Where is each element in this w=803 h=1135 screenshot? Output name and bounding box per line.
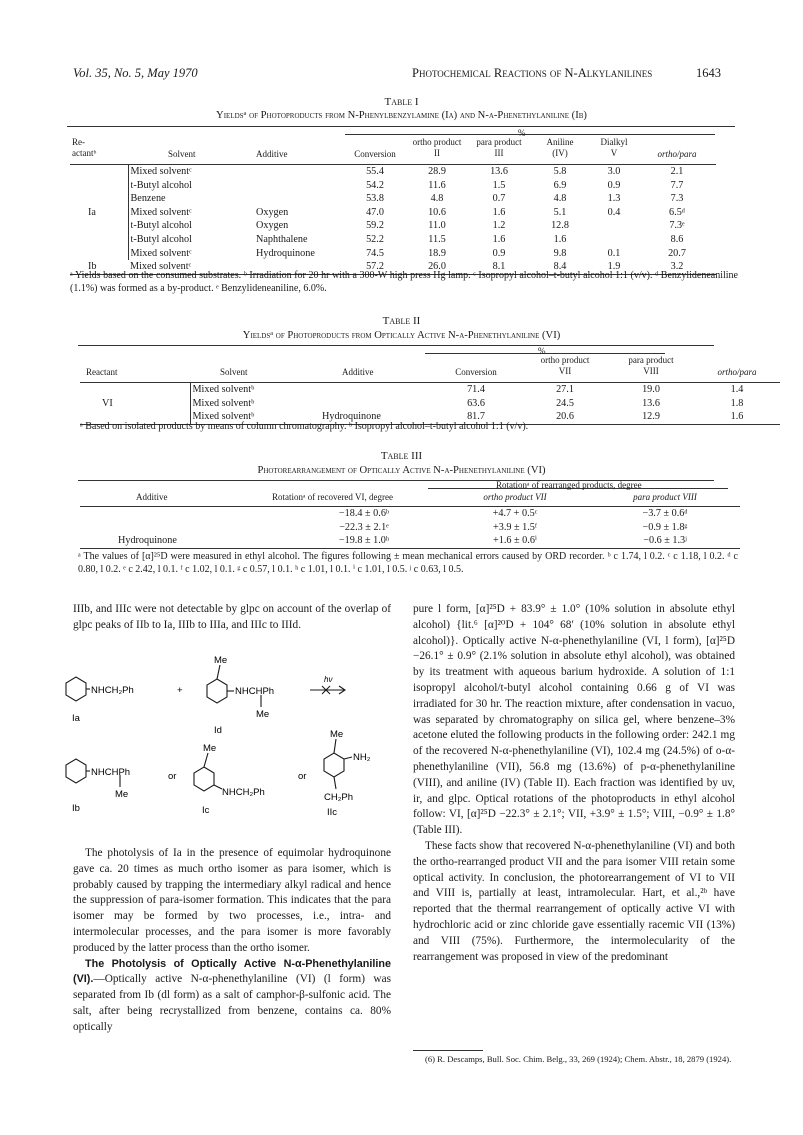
table1-head-solvent: Solvent	[168, 149, 196, 159]
table2-footnote: ᵃ Based on isolated products by means of column chromatography. ᵇ Isopropyl alcohol–t-butyl alcohol 1:1 (v/v).	[80, 421, 529, 432]
table3-spanner: Rotationᵃ of rearranged products, degree	[496, 480, 642, 490]
table2-cell-ratio: 1.8	[730, 397, 744, 409]
table3-title: Photorearrangement of Optically Active N-α-Phenethylaniline (VI)	[257, 465, 546, 476]
table2-head-reactant: Reactant	[86, 367, 118, 377]
table1-cell-reactant	[70, 192, 128, 206]
table1-cell-conversion: 47.0	[366, 206, 384, 218]
paragraph: IIIb, and IIIc were not detectable by glpc on account of the overlap of glpc peaks of IIb to Ia, IIIb to IIIa, and IIIc to IIId.	[73, 603, 391, 631]
table2-head-ratio: ortho/para	[717, 367, 757, 377]
table1-cell-reactant	[70, 247, 128, 261]
table2-cell-conversion: 81.7	[430, 410, 522, 424]
table1-cell-reactant: Ia	[88, 206, 96, 218]
table2-head-para: para product VIII	[628, 355, 674, 376]
table2-header-row	[80, 355, 780, 380]
table1-cell-dialkyl: 3.0	[607, 166, 621, 178]
scheme-label-ia: Ia	[72, 713, 80, 724]
scheme-id-me-bottom: Me	[256, 709, 270, 720]
table2-label: Table II	[382, 315, 421, 327]
scheme-hv: hν	[324, 675, 333, 684]
table-row	[70, 192, 716, 206]
scheme-id-me-top: Me	[214, 655, 228, 666]
table1-cell-para: 0.9	[492, 247, 506, 259]
scheme-ic-group: NHCH₂Ph	[222, 787, 265, 798]
table3-cell-ortho: +4.7 + 0.5ᶜ	[492, 508, 538, 520]
running-header-title: Photochemical Reactions of N-Alkylanilines	[412, 66, 653, 80]
table2	[80, 355, 780, 425]
scheme-or-1: or	[168, 771, 177, 782]
table-row	[80, 534, 740, 548]
table-row	[70, 233, 716, 247]
table1-head-dialkyl: Dialkyl V	[600, 137, 628, 158]
scheme-plus: +	[177, 685, 183, 696]
section-heading: The Photolysis of Optically Active N-α-Phenethylaniline (VI).	[73, 957, 391, 986]
running-header-left: Vol. 35, No. 5, May 1970	[73, 66, 198, 80]
table3-label: Table III	[380, 450, 423, 462]
table1-cell-solvent: Benzene	[128, 192, 254, 206]
scheme-ic-me: Me	[203, 743, 217, 754]
table2-cell-solvent: Mixed solventᵇ	[190, 410, 320, 424]
table2-cell-solvent: Mixed solventᵇ	[190, 397, 320, 411]
table3-cell-para: −3.7 ± 0.6ᵈ	[642, 508, 688, 520]
table1-cell-aniline: 9.8	[553, 247, 567, 259]
table1-cell-solvent: Mixed solventᶜ	[128, 206, 254, 220]
table1-cell-reactant	[70, 233, 128, 247]
table1-cell-dialkyl: 0.1	[607, 247, 621, 259]
table-row	[70, 247, 716, 261]
table3-header-row	[80, 491, 740, 505]
table1-cell-dialkyl: 1.9	[590, 260, 638, 274]
table1-title: Yieldsᵃ of Photoproducts from N-Phenylbenzylamine (Ia) and N-α-Phenethylaniline (Ib)	[216, 110, 587, 121]
scheme-id-group: NHCHPh	[235, 686, 275, 697]
table1-cell-dialkyl: 0.4	[607, 206, 621, 218]
paragraph: These facts show that recovered N-α-phenethylaniline (VI) and both the ortho-rearranged product VII and the para isomer VIII retain some optical activity. In conclusion, the photorearrangement of VI to VII and VIII is, partially at least, intramolecular. Hart, et al.,²ᵇ have reported that the thermal rearrangement of optically active VI with hydrochloric acid or zinc chloride gave essentially racemic VII (13%) and VIII (75%). Furthermore, the intermolecularity of the rearrangement was proposed in view of the predominant	[413, 839, 735, 963]
reference-rule	[413, 1050, 483, 1051]
table3-cell-recovered: −22.3 ± 2.1ᵉ	[339, 521, 389, 533]
table2-cell-additive: Hydroquinone	[320, 410, 430, 424]
table1-cell-conversion: 74.5	[366, 247, 384, 259]
scheme-label-ib: Ib	[72, 803, 80, 814]
table1-cell-conversion: 53.8	[366, 193, 384, 205]
benzene-ring-id	[207, 679, 227, 703]
table3-cell-para: −0.6 ± 1.3ʲ	[590, 534, 740, 548]
table1-cell-ratio: 7.3	[670, 193, 684, 205]
table1-cell-para: 0.7	[492, 193, 506, 205]
table1-cell-conversion: 54.2	[366, 179, 384, 191]
scheme-or-2: or	[298, 771, 307, 782]
table2-head-additive: Additive	[342, 367, 374, 377]
table3-cell-ortho: +1.6 ± 0.6ⁱ	[440, 534, 590, 548]
table-row	[80, 521, 740, 535]
table1-cell-ortho: 11.5	[428, 234, 446, 246]
table2-head-conversion: Conversion	[455, 367, 497, 377]
benzene-ring-ic	[194, 767, 214, 791]
table2-cell-ortho: 27.1	[556, 384, 574, 396]
left-column-bottom	[73, 846, 391, 1036]
table3-cell-additive	[80, 521, 270, 535]
table3-head-additive: Additive	[136, 492, 168, 502]
table1-head-conversion: Conversion	[354, 149, 396, 159]
reaction-scheme	[62, 655, 397, 840]
scheme-label-iic: IIc	[327, 807, 338, 818]
scheme-ia-group: NHCH₂Ph	[91, 685, 134, 696]
table1-cell-additive	[254, 179, 344, 193]
table2-cell-ratio: 1.4	[730, 384, 744, 396]
scheme-iic-ch2ph: CH₂Ph	[324, 792, 354, 803]
table2-top-rule	[78, 345, 714, 346]
table3-cell-additive	[80, 507, 270, 521]
table1-cell-reactant	[70, 165, 128, 179]
table1-cell-conversion: 52.2	[366, 234, 384, 246]
table2-head-solvent: Solvent	[220, 367, 248, 377]
table1-cell-dialkyl: 0.9	[607, 179, 621, 191]
table3-cell-additive: Hydroquinone	[80, 534, 270, 548]
table1-cell-ortho: 11.0	[428, 220, 446, 232]
table1-cell-ratio: 20.7	[668, 247, 686, 259]
table3-footnote: ᵃ The values of [α]²⁵D were measured in ethyl alcohol. The figures following ± mean mechanical errors caused by ORD recorder. ᵇ c 1.74, l 0.2. ᶜ c 1.18, l 0.2. ᵈ c 0.80, l 0.2. ᵉ c 2.42, l 0.1. ᶠ c 1.02, l 0.1. ᵍ c 0.57, l 0.1. ʰ c 1.01, l 0.1. ⁱ c 1.01, l 0.5. ʲ c 0.63, l 0.5.	[78, 551, 738, 575]
table1-cell-additive: Hydroquinone	[256, 247, 315, 259]
table-row	[80, 397, 780, 411]
table1-spanner-rule	[345, 134, 715, 135]
table3-head-para: para product VIII	[633, 492, 697, 502]
table1-cell-additive	[254, 192, 344, 206]
table1-header-row	[70, 137, 716, 162]
table2-cell-solvent: Mixed solventᵇ	[190, 383, 320, 397]
paragraph-text: —Optically active N-α-phenethylaniline (VI) (l form) was separated from Ib (dl form) as a salt of camphor-β-sulfonic acid. The salt, after being recrystallized from benzene, contains ca. 80% optically	[73, 973, 391, 1033]
table1-cell-aniline: 8.4	[530, 260, 590, 274]
table1-cell-ortho: 28.9	[428, 166, 446, 178]
table1-cell-solvent: Mixed solventᶜ	[128, 260, 254, 274]
table1-head-reactant: Re- actantᵇ	[72, 137, 97, 158]
table1-label: Table I	[384, 96, 419, 108]
table1-cell-aniline: 4.8	[553, 193, 567, 205]
table1-cell-aniline: 5.1	[553, 206, 567, 218]
table2-cell-para: 12.9	[608, 410, 694, 424]
table1-cell-reactant: Ib	[70, 260, 128, 274]
table1-cell-solvent: Mixed solventᶜ	[128, 247, 254, 261]
table1-cell-dialkyl	[590, 233, 638, 247]
table1-cell-ortho: 26.0	[406, 260, 468, 274]
table1-cell-reactant	[70, 179, 128, 193]
table1-cell-dialkyl: 1.3	[607, 193, 621, 205]
table1-cell-solvent: t-Butyl alcohol	[128, 219, 254, 233]
table3-head-recovered: Rotationᵃ of recovered VI, degree	[272, 492, 393, 502]
reference: (6) R. Descamps, Bull. Soc. Chim. Belg., 33, 269 (1924); Chem. Abstr., 18, 2879 (1924).	[425, 1054, 732, 1064]
scheme-ib-me: Me	[115, 789, 129, 800]
table2-cell-additive	[320, 383, 430, 397]
table2-cell-para: 19.0	[642, 384, 660, 396]
table1-percent: %	[518, 128, 526, 138]
table1-cell-additive	[254, 165, 344, 179]
table1-cell-aniline: 5.8	[553, 166, 567, 178]
benzene-ring-iic	[324, 753, 344, 777]
benzene-ring-ib	[66, 759, 86, 783]
table1-head-ratio: ortho/para	[657, 149, 697, 159]
table2-percent: %	[538, 346, 546, 356]
table1-cell-para: 1.6	[492, 206, 506, 218]
table1-cell-conversion: 57.2	[344, 260, 406, 274]
table1-cell-para: 1.2	[492, 220, 506, 232]
paragraph: pure l form, [α]²⁵D + 83.9° ± 1.0° (10% solution in absolute ethyl alcohol) {lit.⁶ [α]²⁰D + 104° 68′ (10% solution in absolute ethyl alcohol)}. Optically active N-α-phenethylaniline (VI, l form), [α]²⁵D −26.1° ± 0.9° (2.1% solution in absolute ethyl alcohol), was obtained by its treatment with aqueous barium hydroxide. A solution of 1:1 isopropyl alcohol/t-butyl alcohol containing 0.66 g of VI was irradiated for 30 hr. The reaction mixture, after condensation in vacuo, was separated by chromatography on silica gel, where benzene–3% acetone eluted the following products in the following order: 242.1 mg of the recovered N-α-phenethylaniline (VI), 102.4 mg (24.5%) of o-α-phenethylaniline (VII), 56.8 mg (13.6%) of p-α-phenethylaniline (VIII), and aniline (IV) (Table II). Each fraction was identified by uv, ir, and glpc. Optical rotations of the photoproducts in ethyl alcohol follow: VI, [α]²⁵D −22.3° ± 2.1°; VII, +3.9° ± 1.5°; VIII, −0.9° ± 1.8° (Table III).	[413, 603, 735, 837]
table1-cell-conversion: 59.2	[366, 220, 384, 232]
table-row	[70, 206, 716, 220]
table1-cell-para: 1.5	[492, 179, 506, 191]
table1-cell-ratio: 8.6	[670, 234, 684, 246]
table1-cell-reactant	[70, 219, 128, 233]
scheme-label-id: Id	[214, 725, 222, 736]
scheme-ib-group: NHCHPh	[91, 767, 131, 778]
table1-top-rule	[67, 126, 735, 127]
table1-cell-solvent: t-Butyl alcohol	[128, 233, 254, 247]
table2-title: Yieldsᵃ of Photoproducts from Optically Active N-α-Phenethylaniline (VI)	[242, 330, 561, 341]
table2-cell-para: 13.6	[642, 397, 660, 409]
table2-head-ortho: ortho product VII	[540, 355, 590, 376]
table1-cell-ortho: 10.6	[428, 206, 446, 218]
scheme-iic-nh2: NH₂	[353, 752, 371, 763]
table1-cell-conversion: 55.4	[366, 166, 384, 178]
table2-cell-ratio: 1.6	[694, 410, 780, 424]
table-row	[70, 219, 716, 233]
table1-cell-ratio: 7.3ᵉ	[669, 220, 685, 232]
table1-cell-ratio: 2.1	[670, 166, 684, 178]
left-column-top	[73, 602, 391, 634]
table1-cell-ortho: 11.6	[428, 179, 446, 191]
table2-cell-reactant	[80, 383, 190, 397]
table1-head-additive: Additive	[256, 149, 288, 159]
table1-head-aniline: Aniline (IV)	[546, 137, 574, 158]
table1-cell-solvent: Mixed solventᶜ	[128, 165, 254, 179]
table1	[70, 137, 716, 275]
table1-cell-para: 13.6	[490, 166, 508, 178]
paragraph	[73, 957, 391, 1036]
table3-head-ortho: ortho product VII	[483, 492, 547, 502]
table1-cell-ratio: 3.2	[638, 260, 716, 274]
table1-cell-ortho: 18.9	[428, 247, 446, 259]
table3-cell-recovered: −19.8 ± 1.0ʰ	[270, 534, 440, 548]
table1-footnote: ᵃ Yields based on the consumed substrates. ᵇ Irradiation for 20 hr with a 300-W high press Hg lamp. ᶜ Isopropyl alcohol–t-butyl alcohol 1:1 (v/v). ᵈ Benzylideneaniline (1.1%) was formed as a by-product. ᵉ Benzylideneaniline, 6.0%.	[70, 270, 738, 294]
table2-cell-conversion: 63.6	[467, 397, 485, 409]
table2-cell-ortho: 24.5	[556, 397, 574, 409]
table3-cell-para: −0.9 ± 1.8ᵍ	[642, 521, 688, 533]
table1-cell-ratio: 7.7	[670, 179, 684, 191]
table3-cell-recovered: −18.4 ± 0.6ᵇ	[338, 508, 390, 520]
benzene-ring-ia	[66, 677, 86, 701]
table1-cell-additive: Naphthalene	[256, 234, 308, 246]
table3-cell-ortho: +3.9 ± 1.5ᶠ	[492, 521, 538, 533]
table1-cell-solvent: t-Butyl alcohol	[128, 179, 254, 193]
table1-cell-para: 8.1	[468, 260, 530, 274]
table1-cell-ratio: 6.5ᵈ	[669, 206, 685, 218]
table1-cell-para: 1.6	[492, 234, 506, 246]
table1-cell-aniline: 1.6	[553, 234, 567, 246]
scheme-label-ic: Ic	[202, 805, 210, 816]
page-number: 1643	[696, 66, 721, 80]
table1-head-ortho: ortho product II	[412, 137, 462, 158]
table-row	[80, 383, 780, 397]
table-row	[80, 507, 740, 521]
table1-cell-aniline: 6.9	[553, 179, 567, 191]
table1-cell-dialkyl	[590, 219, 638, 233]
table1-cell-ortho: 4.8	[430, 193, 444, 205]
table-row	[70, 179, 716, 193]
table3	[80, 491, 740, 549]
right-column	[413, 602, 735, 965]
table1-cell-aniline: 12.8	[551, 220, 569, 232]
table-row	[70, 165, 716, 179]
table1-cell-additive: Oxygen	[256, 220, 289, 232]
table2-cell-ortho: 20.6	[522, 410, 608, 424]
scheme-iic-me: Me	[330, 729, 344, 740]
table1-head-para: para product III	[476, 137, 522, 158]
table1-cell-additive: Oxygen	[256, 206, 289, 218]
table2-cell-reactant: VI	[102, 397, 113, 409]
paragraph: The photolysis of Ia in the presence of equimolar hydroquinone gave ca. 20 times as much ortho isomer as para isomer, which is probably caused by trapping the intermediary alkyl radical and hence the suppression of para-isomer formation. This indicates that the para isomer may be formed by two processes, i.e., intra- and intermolecular processes, and the para isomer is more favorably produced by the latter process than the ortho isomer.	[73, 847, 391, 954]
table2-cell-additive	[320, 397, 430, 411]
table2-cell-conversion: 71.4	[467, 384, 485, 396]
